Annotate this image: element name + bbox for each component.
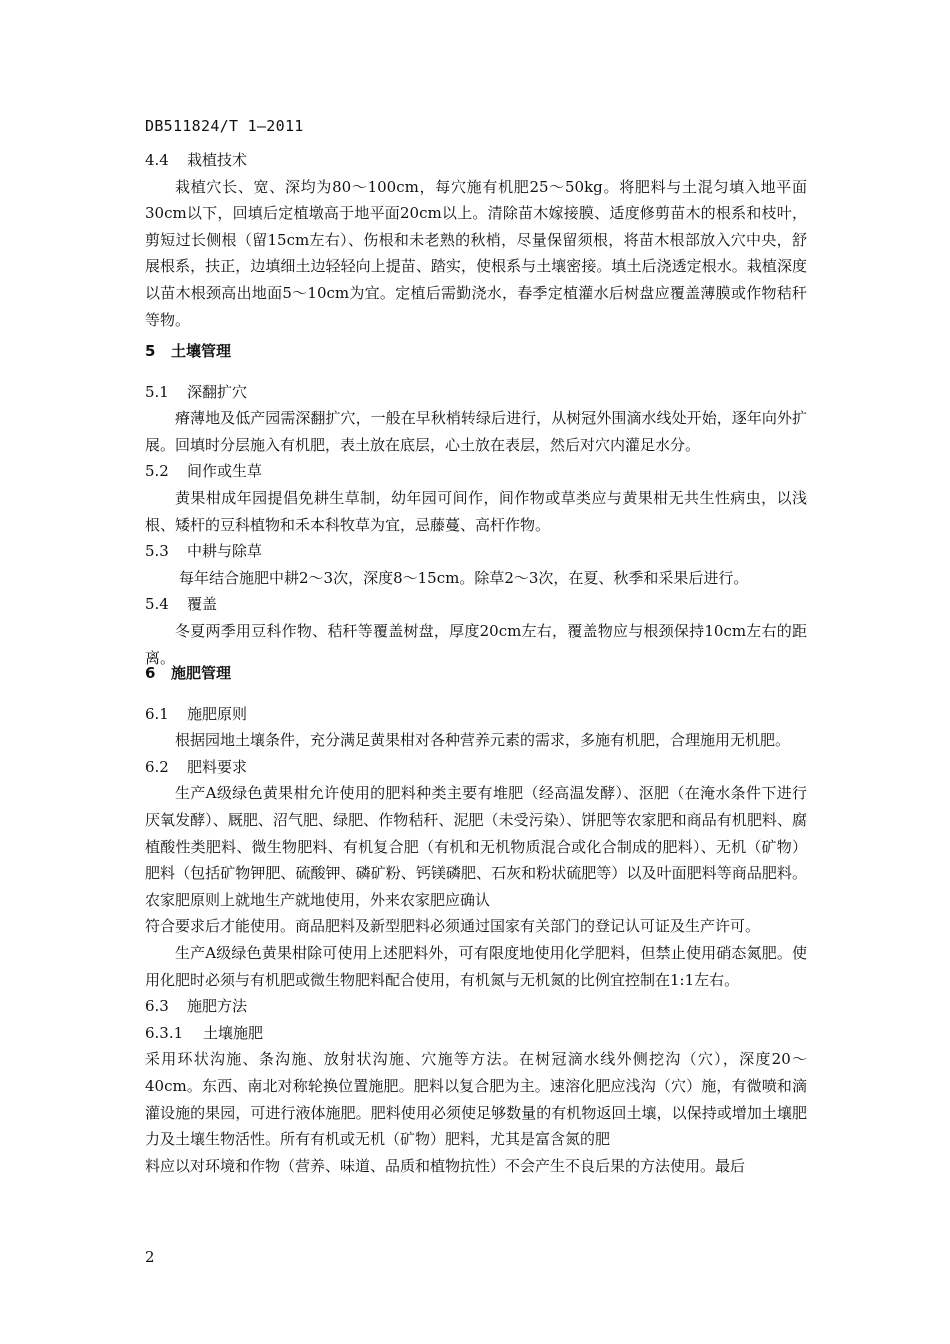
paragraph-continuation: 符合要求后才能使用。商品肥料及新型肥料必须通过国家有关部门的登记认可证及生产许可。 (145, 917, 761, 936)
chapter-heading (145, 660, 807, 687)
section-heading (145, 147, 807, 174)
section-heading (145, 379, 807, 406)
section-title: 中耕与除草 (187, 542, 263, 561)
section-number: 5.1 (145, 382, 169, 401)
section-title: 覆盖 (187, 595, 218, 614)
section-title: 肥料要求 (187, 757, 248, 776)
chapter-number: 6 (145, 664, 156, 682)
chapter-heading (145, 338, 807, 365)
section-heading (145, 591, 807, 618)
section-number: 5.3 (145, 542, 169, 561)
section-heading (145, 993, 807, 1020)
section-number: 5.2 (145, 462, 169, 481)
section-heading (145, 458, 807, 485)
section-title: 栽植技术 (187, 151, 248, 169)
section-title: 施肥原则 (187, 704, 248, 723)
chapter-number: 5 (145, 342, 156, 360)
paragraph: 生产A级绿色黄果柑允许使用的肥料种类主要有堆肥（经高温发酵）、沤肥（在淹水条件下进行厌氧发酵）、厩肥、沼气肥、绿肥、作物秸秆、泥肥（未受污染）、饼肥等农家肥和商品有机肥料、腐植酸性类肥料、微生物肥料、有机复合肥（有机和无机物质混合或化合制成的肥料）、无机（矿物）肥料（包括矿物钾肥、硫酸钾、磷矿粉、钙镁磷肥、石灰和粉状硫肥等）以及叶面肥料等商品肥料。农家肥原则上就地生产就地使用，外来农家肥应确认 (145, 784, 807, 909)
paragraph: 瘠薄地及低产园需深翻扩穴，一般在早秋梢转绿后进行，从树冠外围滴水线处开始，逐年向外扩展。回填时分层施入有机肥，表土放在底层，心土放在表层，然后对穴内灌足水分。 (145, 409, 807, 454)
section-number: 6.3 (145, 997, 169, 1016)
section-title: 间作或生草 (187, 462, 263, 481)
section-heading (145, 701, 807, 728)
paragraph-continuation: 料应以对环境和作物（营养、味道、品质和植物抗性）不会产生不良后果的方法使用。最后 (145, 1156, 746, 1175)
paragraph: 生产A级绿色黄果柑除可使用上述肥料外，可有限度地使用化学肥料，但禁止使用硝态氮肥。使用化肥时必须与有机肥或微生物肥料配合使用，有机氮与无机氮的比例宜控制在1:1左右。 (145, 943, 807, 989)
section-title: 深翻扩穴 (187, 382, 248, 401)
subsection-title: 土壤施肥 (203, 1023, 264, 1042)
section-6 (145, 660, 807, 1179)
section-heading (145, 538, 807, 565)
section-number: 4.4 (145, 151, 169, 169)
paragraph: 根据园地土壤条件，充分满足黄果柑对各种营养元素的需求，多施有机肥，合理施用无机肥。 (175, 731, 791, 750)
paragraph: 每年结合施肥中耕2～3次，深度8～15cm。除草2～3次，在夏、秋季和采果后进行。 (179, 568, 749, 587)
subsection-heading (145, 1020, 807, 1047)
section-heading (145, 754, 807, 781)
subsection-number: 6.3.1 (145, 1023, 184, 1042)
chapter-title: 施肥管理 (171, 664, 232, 682)
section-5 (145, 338, 807, 671)
section-title: 施肥方法 (187, 997, 248, 1016)
section-4-4 (145, 147, 807, 333)
page-number: 2 (145, 1248, 155, 1266)
section-number: 6.2 (145, 757, 169, 776)
paragraph: 冬夏两季用豆科作物、秸秆等覆盖树盘，厚度20cm左右，覆盖物应与根颈保持10cm左右的距离。 (145, 621, 807, 667)
paragraph: 栽植穴长、宽、深均为80～100cm，每穴施有机肥25～50kg。将肥料与土混匀填入地平面30cm以下，回填后定植墩高于地平面20cm以上。清除苗木嫁接膜、适度修剪苗木的根系和枝叶，剪短过长侧根（留15cm左右）、伤根和未老熟的秋梢，尽量保留须根，将苗木根部放入穴中央，舒展根系，扶正，边填细土边轻轻向上提苗、踏实，使根系与土壤密接。填土后浇透定根水。栽植深度以苗木根颈高出地面5～10cm为宜。定植后需勤浇水，春季定植灌水后树盘应覆盖薄膜或作物秸秆等物。 (145, 177, 807, 329)
paragraph: 采用环状沟施、条沟施、放射状沟施、穴施等方法。在树冠滴水线外侧挖沟（穴），深度20～40cm。东西、南北对称轮换位置施肥。肥料以复合肥为主。速溶化肥应浅沟（穴）施，有微喷和滴灌设施的果园，可进行液体施肥。肥料使用必须使足够数量的有机物返回土壤，以保持或增加土壤肥力及土壤生物活性。所有有机或无机（矿物）肥料，尤其是富含氮的肥 (145, 1050, 807, 1149)
section-number: 5.4 (145, 595, 169, 614)
section-number: 6.1 (145, 704, 169, 723)
document-id-header: DB511824/T 1—2011 (145, 117, 304, 135)
paragraph: 黄果柑成年园提倡免耕生草制，幼年园可间作，间作物或草类应与黄果柑无共生性病虫，以浅根、矮杆的豆科植物和禾本科牧草为宜，忌藤蔓、高杆作物。 (145, 488, 807, 534)
chapter-title: 土壤管理 (171, 342, 232, 360)
